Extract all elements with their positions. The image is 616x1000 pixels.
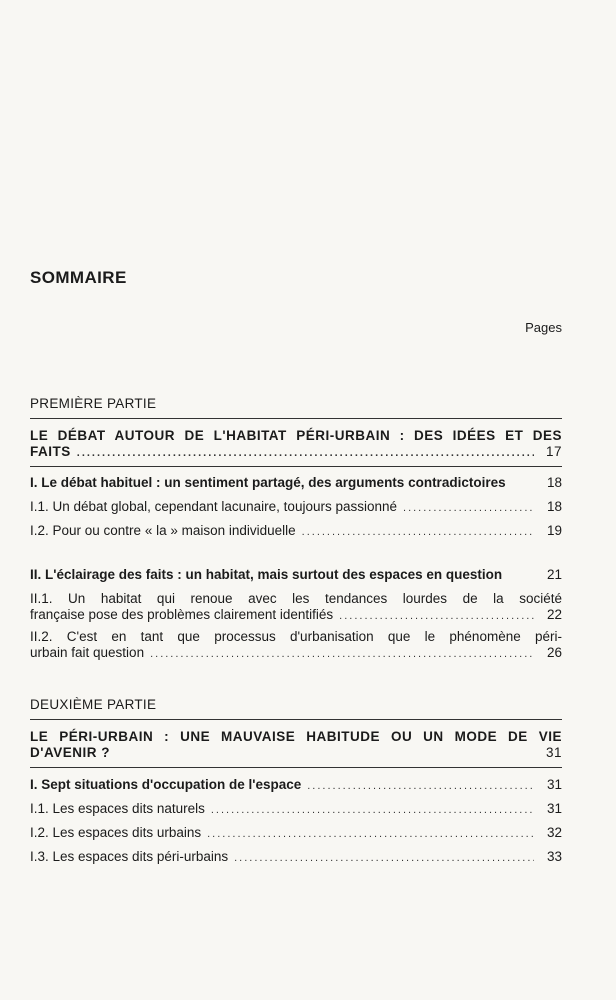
page-number: 22	[546, 607, 562, 622]
part-two-heading	[30, 729, 562, 762]
leader-dots	[403, 500, 534, 516]
toc-entry	[30, 499, 562, 516]
page-title: SOMMAIRE	[30, 268, 127, 287]
page-number: 31	[546, 801, 562, 816]
part-two-heading-line1: LE PÉRI-URBAIN : UNE MAUVAISE HABITUDE OU UN MODE DE VIE	[30, 729, 562, 744]
part-one-heading-divider	[30, 466, 562, 467]
pages-column-label: Pages	[525, 320, 562, 335]
entry-label: II. L'éclairage des faits : un habitat, mais surtout des espaces en question	[30, 567, 503, 582]
leader-dots	[302, 524, 534, 540]
part-two-label: DEUXIÈME PARTIE	[30, 697, 157, 712]
part-one-label: PREMIÈRE PARTIE	[30, 396, 157, 411]
page-number: 31	[546, 777, 562, 792]
part-one-heading-line1: LE DÉBAT AUTOUR DE L'HABITAT PÉRI-URBAIN : DES IDÉES ET DES	[30, 428, 562, 443]
page-number: 21	[546, 567, 562, 582]
part-two-divider	[30, 719, 562, 720]
toc-entry	[30, 629, 562, 662]
leader-dots	[234, 850, 534, 866]
part-two-heading-line2: D'AVENIR ?	[30, 745, 110, 760]
entry-label: I. Sept situations d'occupation de l'espace	[30, 777, 302, 792]
entry-label-line2: française pose des problèmes clairement identifiés	[30, 607, 334, 622]
page-number: 17	[545, 444, 562, 459]
page-number: 19	[546, 523, 562, 538]
part-two-heading-divider	[30, 767, 562, 768]
toc-entry	[30, 591, 562, 624]
page-number: 26	[546, 645, 562, 660]
entry-label: I.1. Un débat global, cependant lacunaire, toujours passionné	[30, 499, 398, 514]
part-one-heading	[30, 428, 562, 461]
entry-label-line2: urbain fait question	[30, 645, 145, 660]
entry-label-line1: II.2. C'est en tant que processus d'urbanisation que le phénomène péri-	[30, 629, 562, 644]
toc-entry	[30, 567, 562, 584]
leader-dots	[207, 826, 534, 842]
part-one-divider	[30, 418, 562, 419]
leader-dots	[339, 608, 534, 624]
entry-label: I.2. Pour ou contre « la » maison individuelle	[30, 523, 296, 538]
toc-entry	[30, 777, 562, 794]
page-number: 31	[545, 745, 562, 760]
entry-label: I.2. Les espaces dits urbains	[30, 825, 202, 840]
page-number: 33	[546, 849, 562, 864]
leader-dots	[77, 445, 534, 461]
leader-dots	[307, 778, 534, 794]
toc-entry	[30, 475, 562, 492]
leader-dots	[211, 802, 534, 818]
leader-dots	[150, 646, 534, 662]
page-number: 32	[546, 825, 562, 840]
toc-entry	[30, 849, 562, 866]
entry-label: I.1. Les espaces dits naturels	[30, 801, 205, 816]
entry-label: I.3. Les espaces dits péri-urbains	[30, 849, 229, 864]
toc-entry	[30, 523, 562, 540]
part-one-heading-line2: FAITS	[30, 444, 71, 459]
page-number: 18	[546, 475, 562, 490]
entry-label: I. Le débat habituel : un sentiment partagé, des arguments contradictoires	[30, 475, 506, 490]
page-number: 18	[546, 499, 562, 514]
toc-entry	[30, 801, 562, 818]
toc-entry	[30, 825, 562, 842]
entry-label-line1: II.1. Un habitat qui renoue avec les tendances lourdes de la société	[30, 591, 562, 606]
